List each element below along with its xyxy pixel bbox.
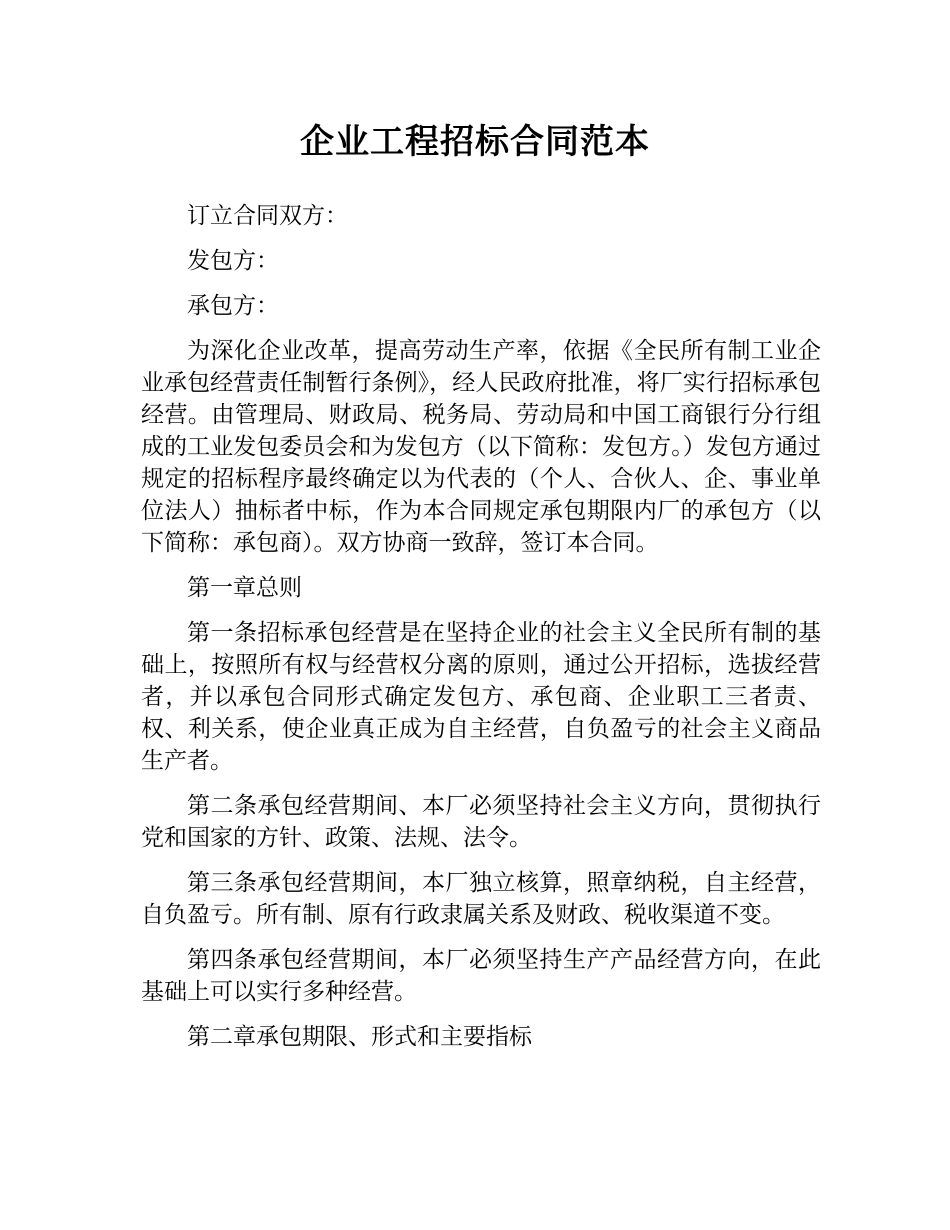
paragraph-contractor: 承包方： [187, 293, 279, 319]
article-1: 第一条招标承包经营是在坚持企业的社会主义全民所有制的基础上，按照所有权与经营权分离的原则，通过公开招标，选拔经营者，并以承包合同形式确定发包方、承包商、企业职工三者责、权、利关系，使企业真正成为自主经营，自负盈亏的社会主义商品生产者。 [141, 620, 821, 774]
document-body [141, 200, 821, 1066]
article-4: 第四条承包经营期间，本厂必须坚持生产产品经营方向，在此基础上可以实行多种经营。 [141, 947, 821, 1005]
document-title: 企业工程招标合同范本 [300, 122, 650, 162]
chapter-heading-1: 第一章总则 [187, 575, 302, 601]
article-2: 第二条承包经营期间、本厂必须坚持社会主义方向，贯彻执行党和国家的方针、政策、法规、法令。 [141, 793, 821, 851]
paragraph-preamble: 为深化企业改革，提高劳动生产率，依据《全民所有制工业企业承包经营责任制暂行条例》，经人民政府批准，将厂实行招标承包经营。由管理局、财政局、税务局、劳动局和中国工商银行分行组成的工业发包委员会和为发包方（以下简称：发包方。）发包方通过规定的招标程序最终确定以为代表的（个人、合伙人、企、事业单位法人）抽标者中标，作为本合同规定承包期限内厂的承包方（以下简称：承包商）。双方协商一致辞，签订本合同。 [141, 338, 821, 556]
paragraph-employer: 发包方： [187, 248, 279, 274]
paragraph-parties-heading: 订立合同双方： [187, 203, 348, 229]
chapter-heading-2: 第二章承包期限、形式和主要指标 [187, 1024, 532, 1050]
article-3: 第三条承包经营期间，本厂独立核算，照章纳税，自主经营，自负盈亏。所有制、原有行政隶属关系及财政、税收渠道不变。 [141, 870, 821, 928]
